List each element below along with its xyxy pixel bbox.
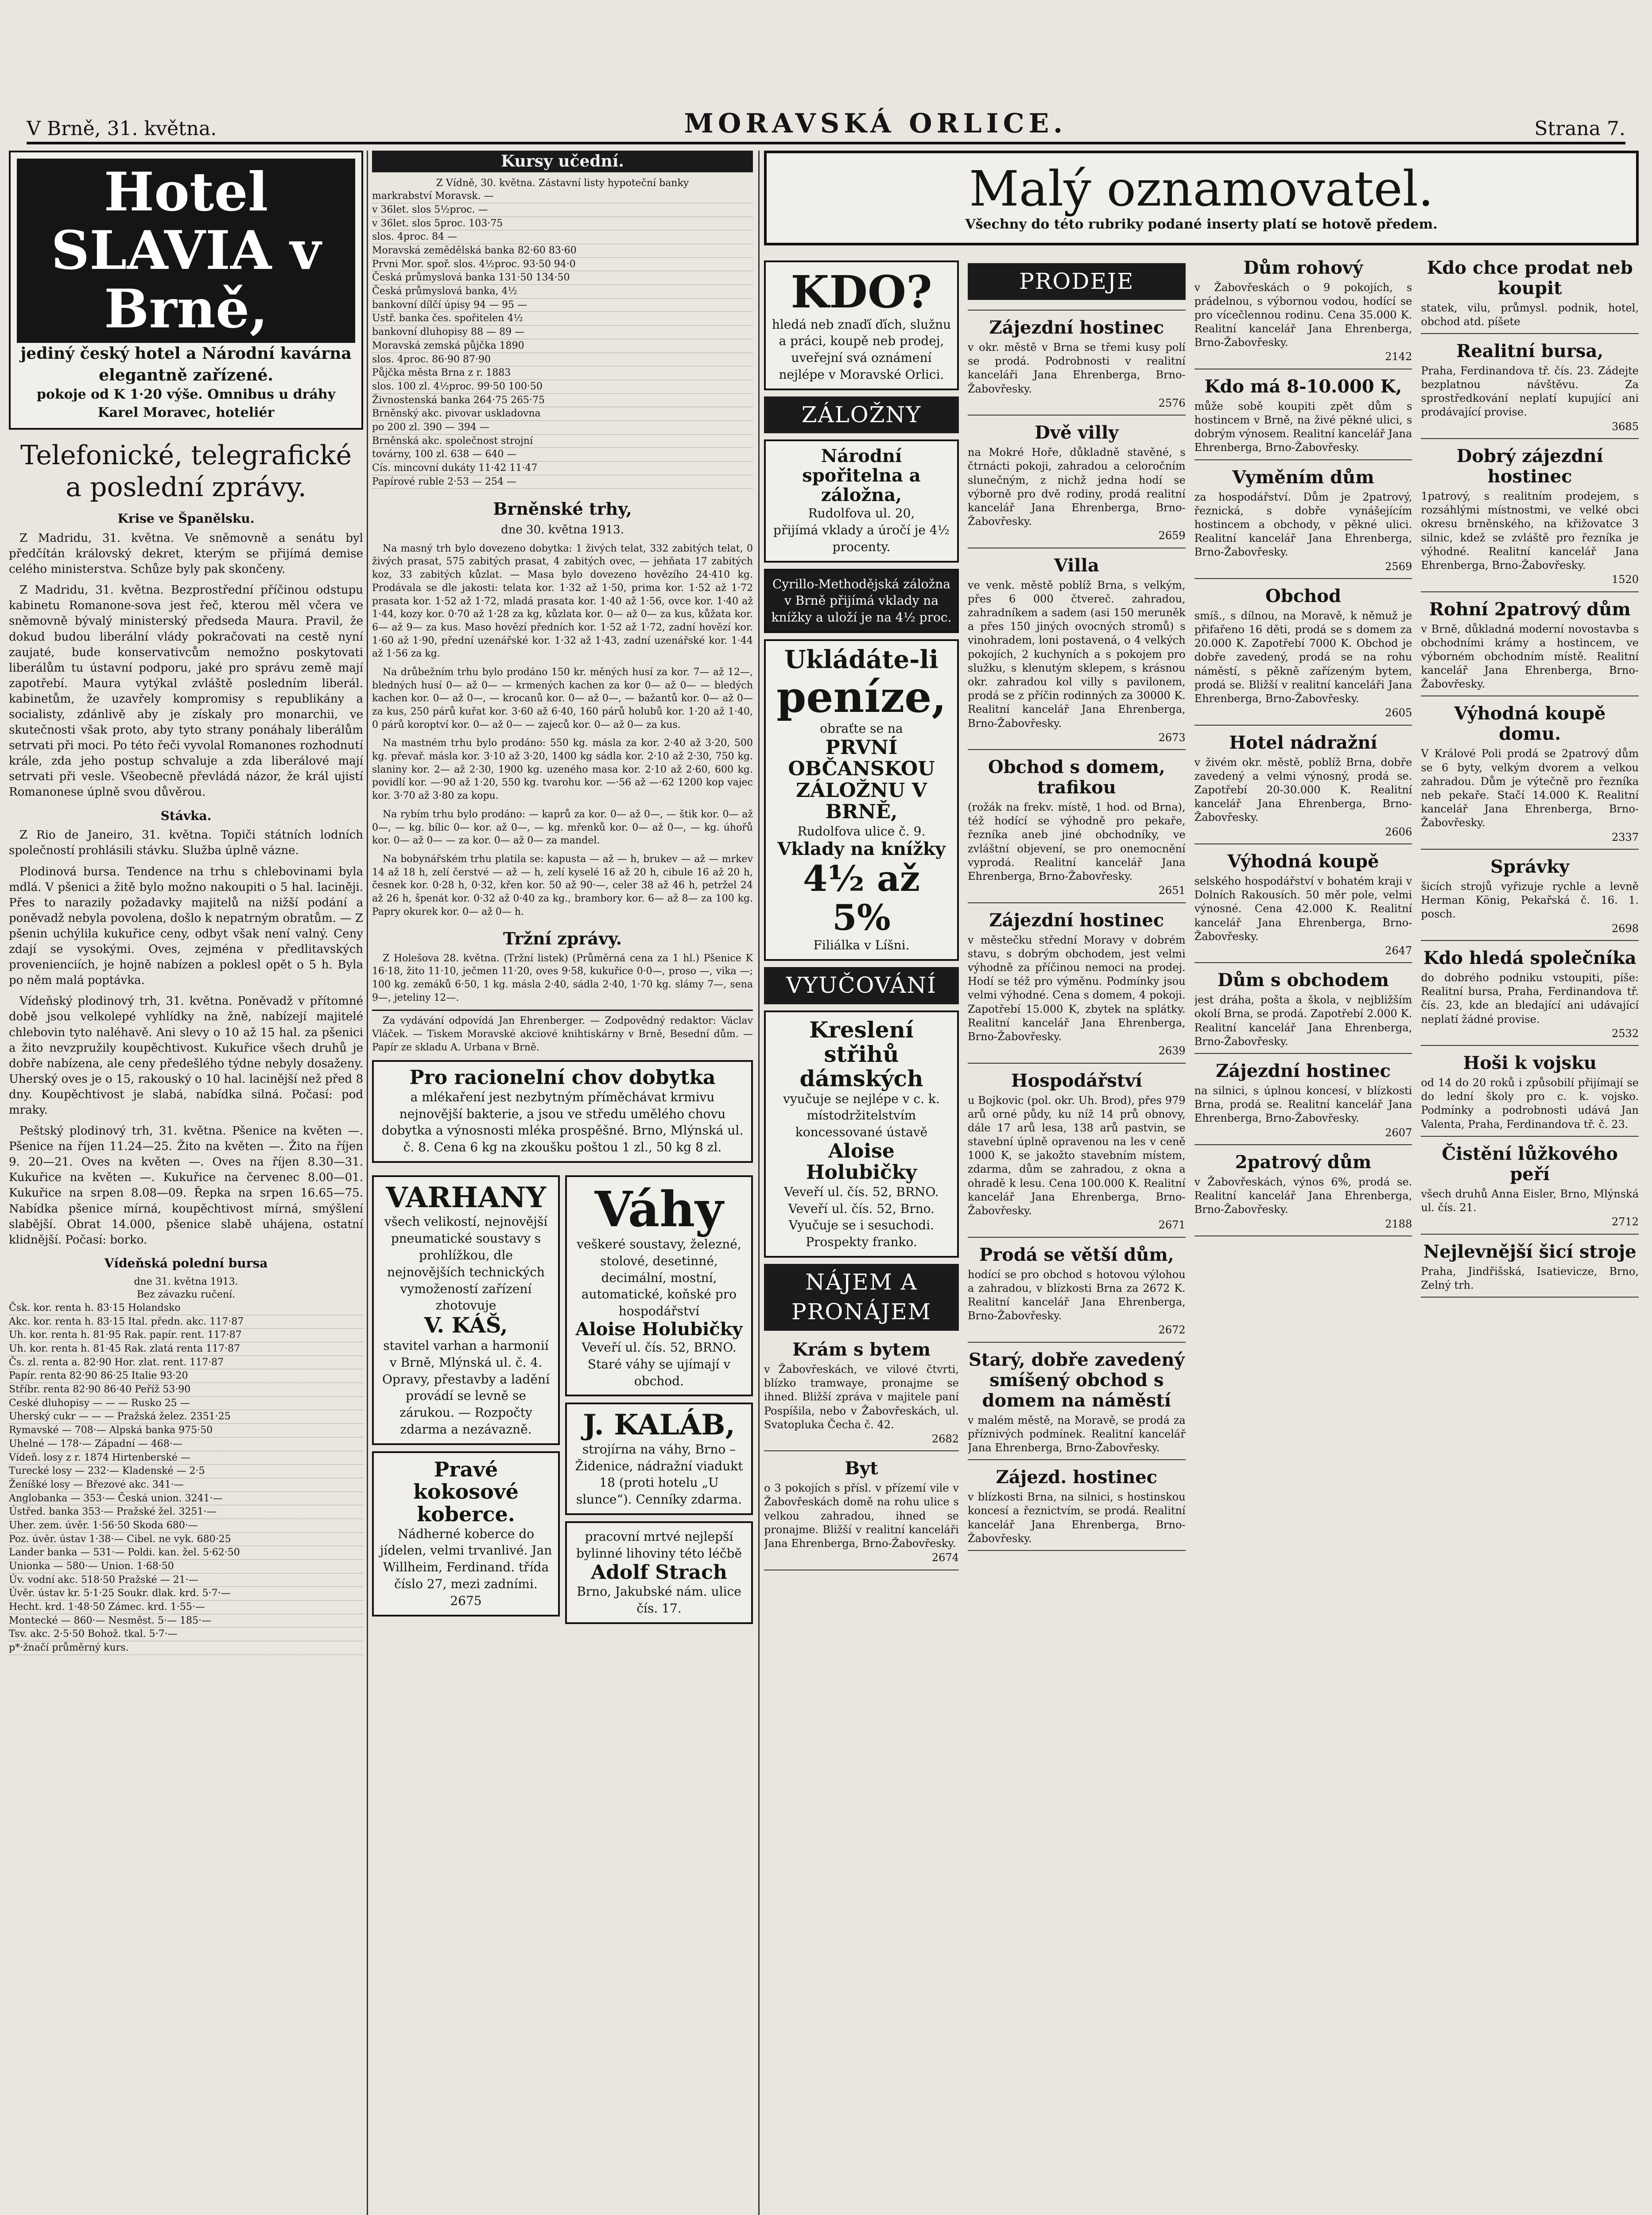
classified-ad: [968, 419, 1186, 548]
classified-number: 2142: [1385, 350, 1412, 363]
classified-heading: PRODEJE: [968, 263, 1186, 300]
hotel-line: elegantně zařízené.: [99, 365, 273, 385]
news-paragraph: Plodinová bursa. Tendence na trhu s chlebovinami byla mdlá. V pšenici a žitě bylo možno nakoupiti o 5 hal. laciněji. Přes to narazily požadavky majitelů na nižší podání a poněvadž nebyla povolena, došlo k nepatrným obratům. — Z pšenin uchýlila kukuřice ceny, odbyt však není valný. Ceny zdají se vysokými. Oves, zejména v předlitavských provenienciích, je hojně nabízen a poklesl opět o 5 h. Byla po něm malá poptávka.: [9, 865, 363, 987]
classified-ad: [1421, 596, 1639, 697]
rate-line: slos. 4proc. 84 —: [372, 230, 753, 244]
classified-heading: 2patrový dům: [1235, 1151, 1372, 1173]
classified-ad: [1421, 1140, 1639, 1235]
classified-number: 2337: [1611, 831, 1639, 843]
rate-line: Poz. úvěr. ústav 1·38·— Cibel. ne vyk. 680·25: [9, 1533, 363, 1547]
classified-heading: Obchod: [1265, 585, 1341, 606]
rate-line: Uherský cukr — — — Pražská želez. 2351·25: [9, 1410, 363, 1424]
classified-ad: [968, 907, 1186, 1064]
vienna-bourse-date: dne 31. května 1913.: [134, 1276, 238, 1287]
classified-text: o 3 pokojích s přísl. v přízemí vile v Žabovřeskách domě na rohu ulice s velkou zahradou, ihned se pronajme. Bližší v realitní kanceláři Jana Ehrenberga, Brno-Žabovřesky.: [764, 1482, 959, 1550]
classified-text: od 14 do 20 roků i způsobilí přijímají se do lední školy pro c. k. vojsko. Podmínky a podrobnosti udává Jan Valenta, Praha, Ferdinandova tř. č. 23.: [1421, 1076, 1639, 1131]
ad-cyril-text: Cyrillo-Methodějská záložna v Brně přijímá vklady na knížky a uloží je na 4½ proc.: [771, 576, 952, 625]
classified-text: v blízkosti Brna, na silnici, s hostinskou koncesí a řeznictvím, se prodá. Realitní kancelář Jana Ehrenberga, Brno-Žabovřesky.: [968, 1491, 1186, 1545]
rate-line: Akc. kor. renta h. 83·15 Ital. předn. akc. 117·87: [9, 1315, 363, 1329]
classified-ad: [1421, 853, 1639, 941]
classified-number: 2673: [1158, 731, 1186, 744]
market-paragraph: Na mastném trhu bylo prodáno: 550 kg. másla za kor. 2·40 až 3·20, 500 kg. převař. másla kor. 3·10 až 3·20, 1400 kg sádla kor. 2·10 až 2·30, 750 kg. slaniny kor. 2— až 2·30, 1900 kg. uzeného masa kor. 2·10 až 2·60, 600 kg. povidlí kor. —·90 až 1·20, 550 kg. tvarohu kor. —·56 až —·62 1200 kop vajec kor. 3·70 až 3·80 za kopu.: [372, 738, 753, 802]
vienna-bourse-list: [9, 1302, 363, 1655]
rate-line: Uh. kor. renta h. 81·95 Rak. papír. rent. 117·87: [9, 1329, 363, 1342]
column-classifieds: [764, 151, 1639, 2215]
classified-heading: Kdo hledá společníka: [1423, 947, 1636, 968]
ad-zalozna-line3: obraťte se na: [820, 721, 903, 736]
news-title: Telefonické, telegrafické a poslední zprávy.: [20, 440, 352, 503]
classified-text: selského hospodářství v bohatém kraji v Dolních Rakousích. 50 měr pole, velmi výnosné. Cena 42.000 K. Realitní kancelář Jana Ehrenberga, Brno-Žabovřesky.: [1194, 874, 1412, 943]
hotel-subtitle: jediný český hotel a Národní kavárna: [20, 344, 352, 363]
ad-strach-text: pracovní mrtvé nejlepší bylinné lihoviny této léčbě: [576, 1529, 742, 1561]
market-date: dne 30. května 1913.: [501, 523, 624, 536]
ad-scales-heading: Váhy: [594, 1181, 724, 1238]
ad-kdo-heading: KDO?: [791, 265, 932, 318]
classified-ad: [968, 1067, 1186, 1238]
classified-ad: [968, 254, 1186, 311]
rate-line: Vídeň. losy z r. 1874 Hirtenberské —: [9, 1451, 363, 1465]
vienna-bourse-title: Vídeňská polední bursa: [104, 1255, 268, 1271]
ad-scales-address: Veveří ul. čís. 52, BRNO. Staré váhy se ujímají v obchod.: [582, 1340, 737, 1388]
ad-kresleni-name: Aloise Holubičky: [806, 1140, 917, 1184]
ad-kresleni-text: vyučuje se nejlépe v c. k. místodržitelstvím koncessované ústavě: [783, 1091, 940, 1140]
classified-ad: [1421, 338, 1639, 439]
classifieds-column-3: [1421, 254, 1639, 1574]
classified-number: 2576: [1158, 396, 1186, 409]
classifieds-header: [764, 151, 1639, 245]
classified-ad: [1194, 254, 1412, 369]
classified-heading: Správky: [1490, 856, 1570, 877]
classified-ad: [1194, 1057, 1412, 1145]
classified-heading: Obchod s domem, trafikou: [988, 757, 1165, 798]
news-paragraph: Z Rio de Janeiro, 31. května. Topiči státních lodních společností prohlásili stávku. Služba úplně vázne.: [9, 828, 363, 858]
classified-ad: [1421, 1238, 1639, 1298]
ad-zalozna-branch: Filiálka v Líšni.: [813, 938, 910, 953]
classified-heading: Vyměním dům: [1232, 466, 1374, 488]
classified-heading: Starý, dobře zavedený smíšený obchod s domem na náměstí: [968, 1349, 1185, 1411]
classified-heading: Realitní bursa,: [1456, 340, 1604, 361]
rate-line: p*·žnačí průměrný kurs.: [9, 1641, 363, 1655]
rate-line: markrabství Moravsk. —: [372, 190, 753, 203]
classified-text: na silnici, s úplnou koncesí, v blízkosti Brna, prodá se. Realitní kancelář Jana Ehrenberga, Brno-Žabovřesky.: [1194, 1084, 1412, 1125]
column-news: [9, 151, 363, 2215]
ad-kdo: [764, 260, 959, 390]
ad-kresleni-address: Veveří ul. čís. 52, BRNO. Veveří ul. čís. 52, Brno. Vyučuje se i sesuchodi.: [784, 1184, 939, 1233]
classified-text: v Žabovřeskách o 9 pokojích, s prádelnou, s výbornou vodou, hodící se pro vícečlennou rodinu. Cena 35.000 K. Realitní kancelář Jana Ehrenberga, Brno-Žabovřesky.: [1194, 281, 1412, 349]
classified-heading: Kdo chce prodat neb koupit: [1427, 257, 1633, 299]
ad-kalab: [565, 1403, 753, 1515]
classified-text: může sobě koupiti zpět dům s hostincem v Brně, na živé pěkné ulici, s dobrým výnosem. Realitní kancelář Jana Ehrenberga, Brno-Žabovřesky.: [1194, 400, 1412, 454]
classified-ad: [1194, 729, 1412, 844]
ad-kresleni-heading: Kreslení střihů dámských: [799, 1016, 923, 1092]
classified-heading: Dům s obchodem: [1218, 970, 1389, 991]
market-title: Brněnské trhy,: [493, 499, 632, 519]
ad-zalozna-line5: Rudolfova ulice č. 9.: [797, 824, 926, 839]
column-rule: [367, 151, 368, 2215]
classified-number: 2605: [1385, 707, 1412, 719]
classified-heading: Zájezdní hostinec: [989, 909, 1164, 931]
ad-kalab-heading: J. KALÁB,: [583, 1408, 735, 1442]
classified-heading: Hospodářství: [1011, 1070, 1142, 1091]
classifieds-columns: [764, 254, 1639, 1574]
column-rule: [758, 151, 760, 2215]
classified-text: (rožák na frekv. místě, 1 hod. od Brna), též hodící se výhodně pro pekaře, řezníka aneb jiné obchodníky, ve zvláštní objevení, se pro onemocnění vyprodá. Realitní kancelář Jana Ehrenberga, Brno-Žabovřesky.: [968, 801, 1186, 883]
classified-heading: Dobrý zájezdní hostinec: [1456, 446, 1603, 487]
classifieds-subtitle: Všechny do této rubriky podané inserty platí se hotově předem.: [965, 217, 1438, 232]
classified-text: 1patrový, s realitním prodejem, s rozsáhlými místnostmi, ve velké obci okresu brněnského, na křižovatce 3 silnic, kdež se zvláště pro řezníka je výhodné. Realitní kancelář Jana Ehrenberga, Brno-Žabovřesky.: [1421, 490, 1639, 571]
page-header: [27, 108, 1625, 144]
classified-heading: Zájezdní hostinec: [1216, 1061, 1391, 1082]
market-paragraph: Z Holešova 28. května. (Tržní listek) (Průměrná cena za 1 hl.) Pšenice K 16·18, žito 11·10, ječmen 11·20, oves 9·58, kukuřice 0·0—, proso —, vika —; 100 kg. zemáků 6·50, 1 kg. másla 2·40, sádla 2·40, 1·70 kg. slámy 7—, sena 9—, jeteliny 12—.: [372, 952, 753, 1003]
rate-line: po 200 zl. 390 — 394 —: [372, 421, 753, 435]
classified-text: ve venk. městě poblíž Brna, s velkým, přes 6 000 čtvereč. zahradou, zahradníkem a sadem (asi 150 meruněk a přes 150 jiných ovocných stromů) s vinohradem, loni postavená, o 4 velkých pokojích, 2 kuchyních a s pokojem pro služku, s klenutým sklepem, s krásnou okr. zahradou kol villy s pavilonem, prodá se z příčin rodinných za 30000 K. Realitní kancelář Jana Ehrenberga, Brno-Žabovřesky.: [968, 579, 1186, 730]
rate-line: Unionka — 580·— Union. 1·68·50: [9, 1560, 363, 1574]
classified-ad: [764, 1336, 959, 1451]
rate-line: Česká průmyslová banka 131·50 134·50: [372, 271, 753, 285]
classified-text: v Žabovřeskách, výnos 6%, prodá se. Realitní kancelář Jana Ehrenberga, Brno-Žabovřesky.: [1194, 1175, 1412, 1216]
ad-zalozna-line4: PRVNÍ OBČANSKOU ZÁLOŽNU V BRNĚ,: [788, 736, 935, 824]
classified-heading: Dům rohový: [1243, 257, 1363, 278]
classified-ad: [1421, 443, 1639, 592]
ad-carpets-heading: Pravé kokosové koberce.: [413, 1457, 519, 1526]
ad-carpets-number: 2675: [450, 1593, 482, 1608]
classified-number: 2569: [1385, 560, 1412, 573]
rate-line: Brněnská akc. společnost strojní: [372, 435, 753, 448]
rate-line: Montecké — 860·— Nesměst. 5·— 185·—: [9, 1614, 363, 1628]
rate-line: Ženíšké losy — Březové akc. 341·—: [9, 1478, 363, 1492]
classified-text: v městečku střední Moravy v dobrém stavu, s dobrým obchodem, jest velmi výhodně za příčinou nemoci na prodej. Hodí se též pro výměnu. Podmínky jsou velmi výhodné. Cena s domem, 4 pokoji. Zapotřebí 15.000 K, zbytek na splátky. Realitní kancelář Jana Ehrenberga, Brno-Žabovřesky.: [968, 933, 1186, 1043]
rate-line: Ceské dluhopisy — — — Rusko 25 —: [9, 1397, 363, 1411]
classified-heading: Nejlevnější šicí stroje: [1423, 1241, 1636, 1262]
classified-number: 2671: [1158, 1219, 1186, 1232]
rate-line: Rymavské — 708·— Alpská banka 975·50: [9, 1424, 363, 1438]
rate-line: továrny, 100 zl. 638 — 640 —: [372, 448, 753, 462]
rate-line: Uhelné — 178·— Západní — 468·—: [9, 1438, 363, 1451]
hotel-owner: Karel Moravec, hoteliér: [97, 404, 275, 420]
classified-heading: Zájezd. hostinec: [996, 1467, 1158, 1488]
classified-text: v Brně, důkladná moderní novostavba s obchodními krámy a hostincem, ve výborném obchodním místě. Realitní kancelář Jana Ehrenberga, Brno-Žabovřesky.: [1421, 622, 1639, 691]
rates-source: Z Vídně, 30. května. Zástavní listy hypoteční banky: [436, 177, 689, 189]
classifieds-column-2: [1194, 254, 1412, 1574]
masthead: MORAVSKÁ ORLICE.: [684, 108, 1067, 139]
classified-text: jest dráha, pošta a škola, v nejbližším okolí Brna, se prodá. Zapotřebí 2.000 K. Realitní kancelář Jana Ehrenberga, Brno-Žabovřesky.: [1194, 994, 1412, 1048]
market-paragraph: Na bobynářském trhu platila se: kapusta — až — h, brukev — až — mrkev 14 až 18 h, zelí čerstvé — až — h, zelí kyselé 16 až 20 h, cibule 16 až 20 h, česnek kor. 0·28 h, 0·32, křen kor. 50 až 90·—, celer 38 až 46 h, petržel 24 až 26 h, špenát kor. 0·32 až 0·40 za kg., brambory kor. 6— až 8— za 100 kg. Papry okurek kor. 0— až 0— h.: [372, 853, 753, 917]
ad-sporitelna-heading: Národní spořitelna a záložna,: [802, 446, 921, 506]
classified-number: 2682: [931, 1432, 959, 1445]
rate-line: Ústřed. banka 353·— Pražské žel. 3251·—: [9, 1505, 363, 1519]
classified-number: 2698: [1611, 922, 1639, 935]
news-section-heading: Stávka.: [160, 808, 212, 823]
ad-sporitelna-text: přijímá vklady a úročí je 4½ procenty.: [773, 522, 950, 554]
ad-cyril: [764, 569, 959, 633]
rate-line: Čsk. kor. renta h. 83·15 Holandsko: [9, 1302, 363, 1315]
news-paragraph: Vídeňský plodinový trh, 31. května. Poněvadž v přítomné době jsou velkolepé vyhlídky na žně, nabízejí majitelé chlebovin tyto naléhavě. Ani slevy o 10 až 15 hal. za pšenici a žito nevzpružily koupěchtivost. Kukuřice všech druhů je dobře nabízena, ale ceny předešlého týdne nebyly dosaženy. Uherský oves je o 15, rakouský o 10 hal. lacinější než před 8 dny. Koupěchtivost je slabá, nabídka silná. Počasí: pod mraky.: [9, 995, 363, 1117]
rate-line: bankovní dluhopisy 88 — 89 —: [372, 326, 753, 339]
classifieds-column-1: [968, 254, 1186, 1574]
classified-number: 2647: [1385, 944, 1412, 957]
rate-line: bankovní dílčí úpisy 94 — 95 —: [372, 299, 753, 312]
rate-line: Papírové ruble 2·53 — 254 —: [372, 475, 753, 489]
classified-text: v Žabovřeskách, ve vilové čtvrti, blízko tramwaye, pronajme se ihned. Bližší zpráva v majitele paní Pospíšila, nebo v Žabovřeskách, ul. Svatopluka Čecha č. 42.: [764, 1363, 959, 1431]
rate-line: Ustř. banka čes. spořitelen 4½: [372, 312, 753, 326]
ad-organs-address: stavitel varhan a harmonií v Brně, Mlýnská ul. č. 4. Opravy, přestavby a ladění provádí se levně se zárukou. — Rozpočty zdarma a nezávazně.: [382, 1338, 550, 1437]
classifieds-title: Malý oznamovatel.: [969, 160, 1434, 217]
classified-number: 2674: [931, 1551, 959, 1564]
news-paragraph: Peštský plodinový trh, 31. května. Pšenice na květen —. Pšenice na říjen 11.24—25. Žito na květen —. Žito na říjen 9. 20—21. Oves na květen —. Oves na říjen 8.30—31. Kukuřice na květen —. Kukuřice na červenec 8.00—01. Kukuřice na srpen 8.08—09. Řepka na srpen 16.65—75. Nabídka pšenice mírná, koupěchtivost mírná, smýšlení slabější. Obrat 14.000, pšenice slabě uhájena, ostatní klidnější. Počasí: borko.: [9, 1124, 363, 1247]
rate-line: Uher. zem. úvěr. 1·56·50 Skoda 680·—: [9, 1519, 363, 1533]
classified-text: u Bojkovic (pol. okr. Uh. Brod), přes 979 arů orné půdy, ku níž 14 prů obnovy, dále 17 arů lesa, 138 arů pastvin, se stavební úplně opravenou na les v ceně 1000 K, se jakožto stavebním místem, zdarma, dům se zahradou, z okna a ohradě k lesu. Cena 100.000 K. Realitní kancelář Jana Ehrenberga, Brno-Žabovřesky.: [968, 1094, 1186, 1217]
ad-organs: [372, 1175, 560, 1445]
ad-kresleni-note: Prospekty franko.: [806, 1235, 917, 1250]
classified-number: 2532: [1611, 1027, 1639, 1040]
classified-ad: [1421, 1049, 1639, 1137]
rate-line: Úvěr. ústav kr. 5·1·25 Soukr. dlak. krd. 5·7·—: [9, 1587, 363, 1601]
classified-number: 2651: [1158, 884, 1186, 897]
classified-number: 2672: [1158, 1324, 1186, 1337]
classified-number: 3685: [1611, 420, 1639, 433]
classified-text: za hospodářství. Dům je 2patrový, řeznická, s dobře vynášejícím hostincem a obchody, v pěkné ulici. Realitní kancelář Jana Ehrenberga, Brno-Žabovřesky.: [1194, 490, 1412, 559]
news-paragraph: Z Madridu, 31. května. Bezprostřední příčinou odstupu kabinetu Romanone-sova jest řeč, kterou měl včera ve sněmovně bývalý ministerský předseda Maura. Pravil, že dokud budou liberální vlády pokračovati na cestě nyní zaujaté, bude konservativcům nemožno poskytovati liberálům tu ústavní podporu, jaké pro správu země mají zapotřebí. Maura vytýkal zvláště posledním liberál. kabinetům, že uzavřely kompromisy s republikány a socialisty, zdánlivě aby je získaly pro monarchii, ve skutečnosti však proto, aby tyto strany ponáhaly liberálům setrvati při moci. Po této řeči vyvolal Romanones rozhodnutí krále, zda jeho postup schvaluje a zda liberálové mají setrvati při vesle. Všeobecně převládá názor, že král ujistí Romanonese úplně svou důvěrou.: [9, 583, 363, 799]
classified-ad: [1194, 967, 1412, 1054]
classified-heading: Rohní 2patrový dům: [1429, 598, 1631, 620]
classified-heading: Kdo má 8-10.000 K,: [1204, 376, 1402, 397]
classified-text: v okr. městě v Brna se třemi kusy polí se prodá. Podrobnosti v realitní kanceláři Jana Ehrenberga, Brno-Žabovřesky.: [968, 341, 1186, 395]
classified-text: Praha, Jindřišská, Isatievicze, Brno, Zelný trh.: [1421, 1265, 1639, 1291]
classified-heading: Výhodná koupě domu.: [1454, 703, 1606, 745]
rate-line: Stříbr. renta 82·90 86·40 Peříž 53·90: [9, 1383, 363, 1397]
classified-text: smíš., s dílnou, na Moravě, k němuž je přifařeno 16 děti, prodá se s domem za 20.000 K. Zapotřebí 7000 K. Obchod je dobře zavedený, prodá se na rohu náměstí, s pěkně zařízeným bytem, prodá se. Bližší v realitní kanceláři Jana Ehrenberga, Brno-Žabovřesky.: [1194, 609, 1412, 705]
classified-ad: [1194, 1149, 1412, 1236]
vienna-bourse-sub: Bez závazku ručení.: [136, 1289, 236, 1301]
ad-kresleni: [764, 1010, 959, 1258]
classified-heading: Hoši k vojsku: [1463, 1053, 1597, 1074]
rates-title: Kursy učední.: [372, 151, 753, 172]
ad-strach-heading: Adolf Strach: [591, 1561, 727, 1584]
classified-heading: Krám s bytem: [792, 1339, 931, 1360]
classified-text: do dobrého podniku vstoupiti, píše: Realitní bursa, Praha, Ferdinandova tř. čís. 23, kde an bledající ani udávající neplatí žádné provise.: [1421, 971, 1639, 1026]
rate-line: Moravská zemská půjčka 1890: [372, 339, 753, 353]
ad-zalozna: [764, 639, 959, 961]
ad-strach-address: Brno, Jakubské nám. ulice čís. 17.: [577, 1584, 741, 1616]
classified-heading: Byt: [845, 1458, 878, 1479]
imprint: Za vydávání odpovídá Jan Ehrenberger. — Zodpovědný redaktor: Václav Vláček. — Tiskem Moravské akciové knihtiskárny v Brně, Besední dům. — Papír ze skladu A. Urbana v Brně.: [372, 1010, 753, 1054]
hotel-title: Hotel SLAVIA v Brně,: [17, 159, 355, 343]
ad-dairy-text: a mlékaření jest nezbytným příměchávat krmivu nejnovější bakterie, a jsou ve středu umělého chovu dobytka a výnosnosti mléka prospěšné. Brno, Mlýnská ul. č. 8. Cena 6 kg na zkoušku poštou 1 zl., 50 kg 8 zl.: [381, 1089, 744, 1155]
rate-line: Hecht. krd. 1·48·50 Zámec. krd. 1·55·—: [9, 1601, 363, 1614]
classified-ad: [1194, 464, 1412, 579]
rate-line: Živnostenská banka 264·75 265·75: [372, 394, 753, 408]
market-paragraph: Na masný trh bylo dovezeno dobytka: 1 živých telat, 332 zabitých telat, 0 živých prasat, 575 zabitých prasat, 4 zabitých ovec, — jehňata 17 zabitých koz, 33 zabitých kůzlat. — Masa bylo dovezeno hovězího 24·410 kg. Prodávala se dle jakosti: telata kor. 1·32 až 1·50, prima kor. 1·52 až 1·72 prasata kor. 1·52 až 1·72, mladá prasata kor. 1·40 až 1·56, ovce kor. 1·40 až 1·44, kozy kor. 0·70 až 1·28 za kg, kůzlata kor. 0— až 0— za kus, kůžata kor. 6— až 9— za kus. Maso hovězí předních kor. 1·52 až 1·72, zadní hovězí kor. 1·60 až 1·90, přední uzenářské kor. 1·32 až 1·43, zadní uzenářské kor. 1·44 až 1·56 za kg.: [372, 543, 753, 660]
classified-ad: [1194, 583, 1412, 726]
classified-number: 2639: [1158, 1045, 1186, 1057]
rate-line: Turecké losy — 232·— Kladenské — 2·5: [9, 1465, 363, 1478]
classified-number: 2712: [1611, 1216, 1639, 1228]
classified-ad: [1421, 944, 1639, 1046]
classified-ad: [1421, 700, 1639, 850]
classified-text: v malém městě, na Moravě, se prodá za příznivých podmínek. Realitní kancelář Jana Ehrenberga, Brno-Žabovřesky.: [968, 1414, 1186, 1454]
market-paragraph: Na drůbežním trhu bylo prodáno 150 kr. měných husí za kor. 7— až 12—, bledných husí 0— až 0— — krmených kachen za kor 0— až 0— — bledých kachen kor. 0— až 0—, — krocanů kor. 0— až 0—, — bažantů kor. 0— až 0— za kus, 250 párů kuřat kor. 3·60 až 6·40, 160 párů holubů kor. 1·20 až 1·40, 0 párů koroptví kor. 0— až 0— — zajeců kor. 0— až 0— za kus.: [372, 666, 753, 731]
ad-organs-heading: VARHANY: [386, 1181, 546, 1215]
section-banner-zalozny: ZÁLOŽNY: [764, 396, 959, 434]
ad-zalozna-line6: Vklady na knížky: [777, 839, 946, 860]
classified-ad: [968, 754, 1186, 903]
market-reports-title: Tržní zprávy.: [503, 929, 622, 949]
ad-carpets: [372, 1451, 560, 1617]
classified-text: V Králové Poli prodá se 2patrový dům se 6 byty, velkým dvorem a velkou zahradou. Dům je výtečně pro řezníka neb pekaře. Stačí 14.000 K. Realitní kancelář Jana Ehrenberga, Brno-Žabovřesky.: [1421, 747, 1639, 829]
classified-text: šicích strojů vyřizuje rychle a levně Herman König, Pekařská č. 16. 1. posch.: [1421, 880, 1639, 921]
market-paragraph: Na rybím trhu bylo prodáno: — kaprů za kor. 0— až 0—, — štik kor. 0— až 0—, — kg. bílic 0— kor. až 0—, — kg. mřenků kor. 0— až 0—, — kg. úhořů kor. 0— až 0— — za kor. 0— až 0— za mandel.: [372, 808, 753, 847]
rate-line: Brněnský akc. pivovar uskladovna: [372, 407, 753, 421]
rate-line: v 36let. slos 5½proc. —: [372, 203, 753, 217]
rate-line: Papír. renta 82·90 86·25 Italie 93·20: [9, 1369, 363, 1383]
classified-heading: Hotel nádražní: [1229, 732, 1377, 753]
classified-ad: [1194, 848, 1412, 963]
classified-number: 2659: [1158, 529, 1186, 542]
ad-sporitelna-address: Rudolfova ul. 20,: [808, 506, 915, 521]
classified-number: 2607: [1385, 1126, 1412, 1139]
rate-line: Lander banka — 531·— Poldi. kan. žel. 5·62·50: [9, 1546, 363, 1560]
classified-ad: [968, 552, 1186, 750]
ad-sporitelna: [764, 439, 959, 562]
section-banner-vyucovani: VYUČOVÁNÍ: [764, 967, 959, 1004]
rate-line: Prvni Mor. spoř. slos. 4½proc. 93·50 94·0: [372, 258, 753, 272]
classified-heading: Zájezdní hostinec: [989, 317, 1164, 338]
rates-list: [372, 190, 753, 489]
ad-kalab-text: strojírna na váhy, Brno – Židenice, nádražní viadukt 18 (proti hotelu „U slunce“). Cenníky zdarma.: [575, 1442, 743, 1507]
classified-heading: Dvě villy: [1035, 422, 1119, 443]
column-markets: [372, 151, 753, 2215]
ad-scales-text: veškeré soustavy, železné, stolové, desetinné, decimální, mostní, automatické, koňské pro hospodářství: [577, 1237, 741, 1319]
rate-line: Uh. kor. renta h. 81·45 Rak. zlatá renta 117·87: [9, 1342, 363, 1356]
ad-organs-text: všech velikostí, nejnovější pneumatické soustavy s prohlížkou, dle nejnovějších technických vymožeností zařízení zhotovuje: [384, 1214, 548, 1313]
classified-text: v živém okr. městě, poblíž Brna, dobře zavedený a velmi výnosný, prodá se. Zapotřebí 20-30.000 K. Realitní kancelář Jana Ehrenberga, Brno-Žabovřesky.: [1194, 756, 1412, 824]
news-paragraph: Z Madridu, 31. května. Ve sněmovně a senátu byl předčítán královský dekret, kterým se přijímá demise celého ministerstva. Schůze byly pak skončeny.: [9, 531, 363, 576]
classified-text: statek, vilu, průmysl. podnik, hotel, obchod atd. píšete: [1421, 301, 1639, 328]
classified-text: Praha, Ferdinandova tř. čís. 23. Zádejte bezplatnou návštěvu. Za sprostředkování neplatí kupující ani prodávající provise.: [1421, 364, 1639, 419]
ad-dairy: [372, 1060, 753, 1163]
ad-organs-name: V. KÁŠ,: [424, 1313, 508, 1338]
classified-ad: [1194, 373, 1412, 460]
classified-text: na Mokré Hoře, důkladně stavěné, s čtrnácti pokoji, zahradou a celoročním slunečným, z nichž jedna hodí se výborně pro dvě rodiny, prodá realitní kancelář Jana Ehrenberga, Brno-Žabovřesky.: [968, 446, 1186, 528]
classified-ad: [968, 1241, 1186, 1343]
rate-line: Tsv. akc. 2·5·50 Bohož. tkal. 5·7·—: [9, 1628, 363, 1641]
rate-line: slos. 100 zl. 4½proc. 99·50 100·50: [372, 380, 753, 394]
header-location-date: V Brně, 31. května.: [27, 117, 217, 140]
classified-heading: Výhodná koupě: [1227, 851, 1379, 872]
ad-scales-name: Aloise Holubičky: [575, 1319, 743, 1340]
news-section-heading: Krise ve Španělsku.: [117, 511, 255, 526]
classified-number: 2606: [1385, 825, 1412, 838]
rate-line: slos. 4proc. 86·90 87·90: [372, 353, 753, 367]
classified-number: 1520: [1611, 573, 1639, 586]
classified-heading: Prodá se větší dům,: [979, 1244, 1174, 1265]
rate-line: Úv. vodní akc. 518·50 Pražské — 21·—: [9, 1574, 363, 1587]
rate-line: Anglobanka — 353·— Česká union. 3241·—: [9, 1492, 363, 1506]
ad-zalozna-line2: peníze,: [776, 672, 946, 722]
classified-heading: Villa: [1054, 555, 1099, 576]
classified-heading: Čistění lůžkového peří: [1442, 1143, 1618, 1185]
classified-ad: [968, 1346, 1186, 1461]
ad-carpets-text: Nádherné koberce do jídelen, velmi trvanlivé. Jan Willheim, Ferdinand. třída číslo 27, mezi zadními.: [380, 1526, 552, 1591]
hotel-prices: pokoje od K 1·20 výše. Omnibus u dráhy: [36, 387, 336, 403]
rate-line: Moravská zemědělská banka 82·60 83·60: [372, 244, 753, 258]
hotel-ad: [9, 151, 363, 430]
classified-ad: [968, 1464, 1186, 1551]
classified-ad: [1421, 254, 1639, 334]
classified-ad: [968, 314, 1186, 416]
ad-strach: [565, 1521, 753, 1624]
classified-text: všech druhů Anna Eisler, Brno, Mlýnská ul. čís. 21.: [1421, 1187, 1639, 1214]
rate-line: Česká průmyslová banka, 4½: [372, 285, 753, 299]
ad-zalozna-rate: 4½ až 5%: [803, 858, 920, 939]
rate-line: Čs. zl. renta a. 82·90 Hor. zlat. rent. 117·87: [9, 1356, 363, 1370]
section-banner-najem: NÁJEM A PRONÁJEM: [764, 1264, 959, 1331]
classified-text: hodící se pro obchod s hotovou výlohou a zahradou, v blízkosti Brna za 2672 K. Realitní kancelář Jana Ehrenberga, Brno-Žabovřesky.: [968, 1268, 1186, 1322]
classifieds-ads-column: [764, 254, 959, 1574]
ad-zalozna-line1: Ukládáte-li: [784, 645, 938, 674]
rate-line: Půjčka města Brna z r. 1883: [372, 366, 753, 380]
page-number: Strana 7.: [1534, 117, 1625, 140]
classified-number: 2188: [1385, 1217, 1412, 1230]
classified-ad: [764, 1455, 959, 1570]
ad-dairy-heading: Pro racionelní chov dobytka: [409, 1066, 716, 1089]
rate-line: v 36let. slos 5proc. 103·75: [372, 217, 753, 231]
ad-scales: [565, 1175, 753, 1396]
ad-kdo-text: hledá neb znaďí ďích, služnu a práci, koupě neb prodej, uveřejní svá oznámení nejlépe v Moravské Orlici.: [772, 317, 951, 382]
rate-line: Cís. mincovní dukáty 11·42 11·47: [372, 462, 753, 475]
